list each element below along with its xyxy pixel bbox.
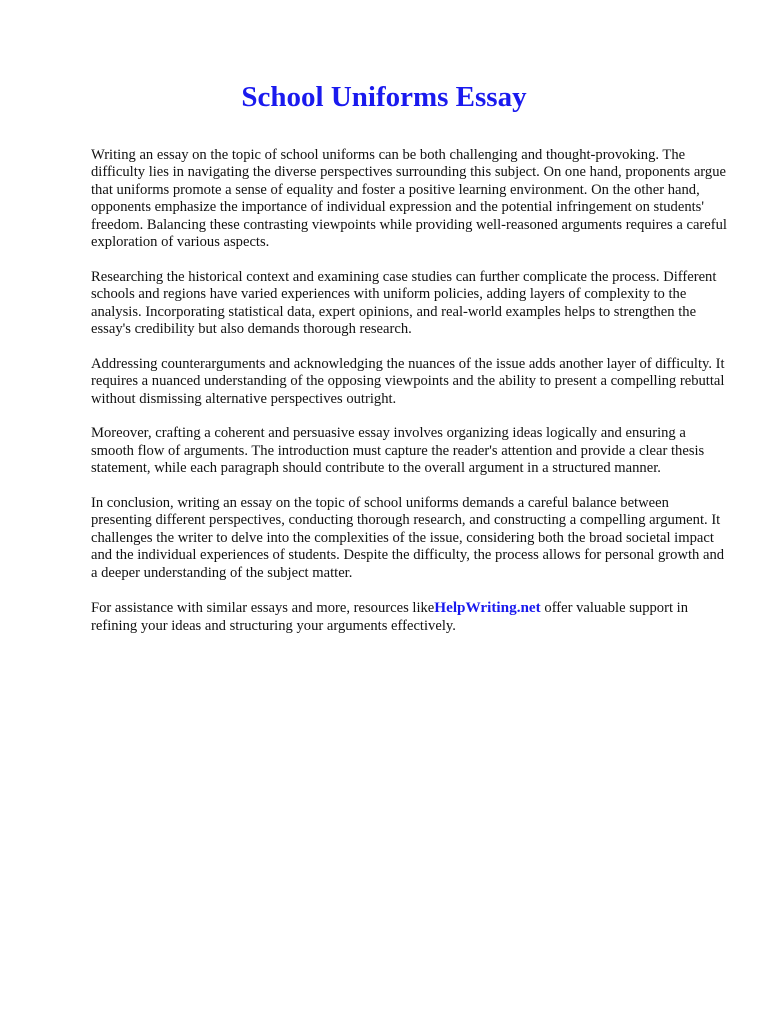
closing-text-before-link: For assistance with similar essays and more, resources like: [91, 600, 435, 617]
paragraph-5: In conclusion, writing an essay on the topic of school uniforms demands a careful balance between presenting different perspectives, conducting thorough research, and constructing a compelling argument. It challenges the writer to delve into the complexities of the issue, considering both the broad societal impact and the individual experiences of students. Despite the difficulty, the process allows for personal growth and a deeper understanding of the subject matter.: [91, 495, 725, 581]
paragraph-1: Writing an essay on the topic of school uniforms can be both challenging and thought-provoking. The difficulty lies in navigating the diverse perspectives surrounding this subject. On one hand, proponents argue that uniforms promote a sense of equality and foster a positive learning environment. On the other hand, opponents emphasize the importance of individual expression and the potential infringement on students' freedom. Balancing these contrasting viewpoints while providing well-reasoned arguments requires a careful exploration of various aspects.: [91, 147, 727, 251]
paragraph-2: Researching the historical context and examining case studies can further complicate the process. Different schools and regions have varied experiences with uniform policies, adding layers of complexity to the analysis. Incorporating statistical data, expert opinions, and real-world examples helps to strengthen the essay's credibility but also demands thorough research.: [91, 268, 717, 338]
essay-body: [91, 147, 731, 653]
document-title: School Uniforms Essay: [241, 81, 527, 113]
paragraph-3: Addressing counterarguments and acknowledging the nuances of the issue adds another layer of difficulty. It requires a nuanced understanding of the opposing viewpoints and the ability to present a compelling rebuttal without dismissing alternative perspectives outright.: [91, 355, 725, 407]
helpwriting-link[interactable]: HelpWriting.net: [434, 599, 541, 617]
closing-paragraph: [91, 599, 731, 635]
closing-text-after-link: offer valuable support in refining your ideas and structuring your arguments effectively.: [91, 600, 688, 634]
paragraph-4: Moreover, crafting a coherent and persuasive essay involves organizing ideas logically and ensuring a smooth flow of arguments. The introduction must capture the reader's attention and provide a clear thesis statement, while each paragraph should contribute to the overall argument in a structured manner.: [91, 425, 705, 477]
